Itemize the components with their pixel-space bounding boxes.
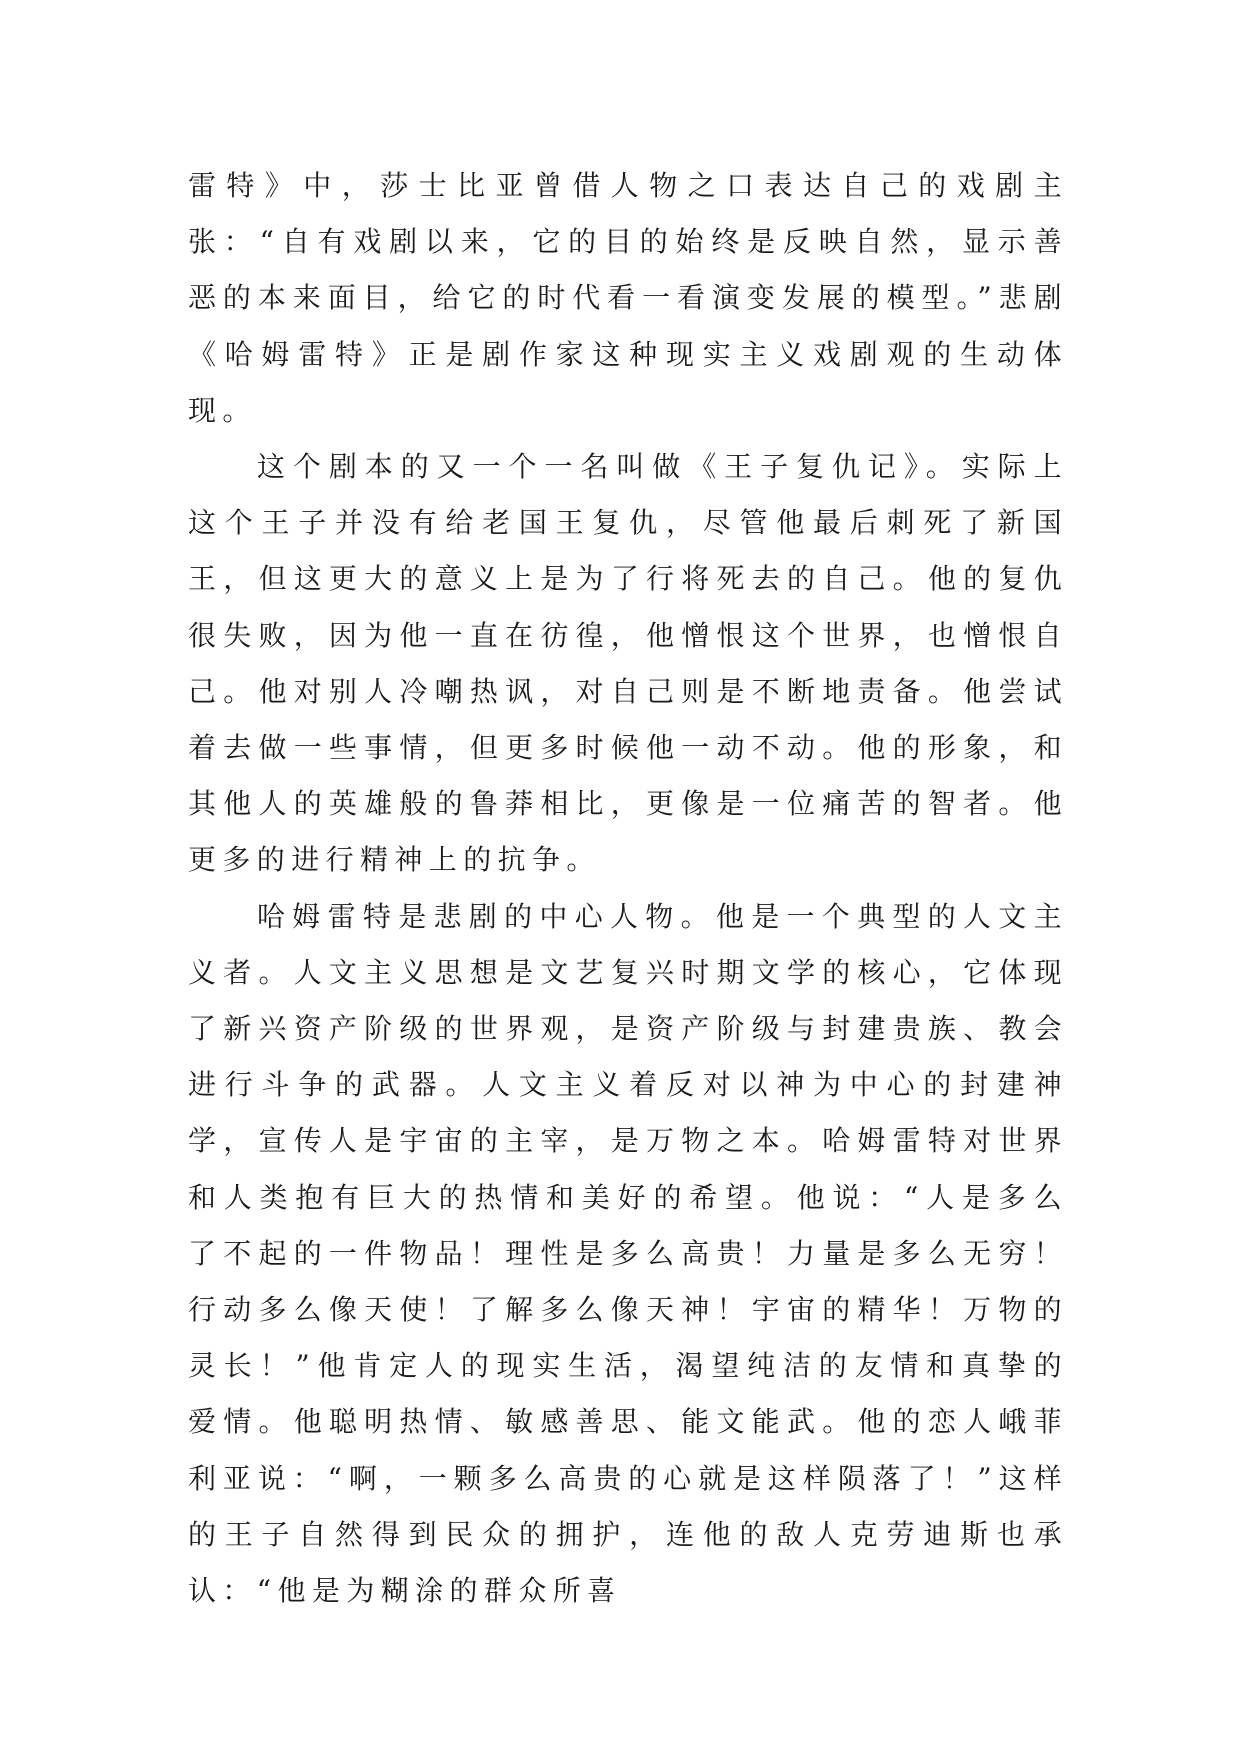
paragraph-1: 雷特》中，莎士比亚曾借人物之口表达自己的戏剧主张：“自有戏剧以来，它的目的始终是反映自然，显示善恶的本来面目，给它的时代看一看演变发展的模型。”悲剧《哈姆雷特》正是剧作家这种现实主义戏剧观的生动体现。 [188, 169, 1068, 427]
document-body [188, 158, 1068, 1619]
paragraph-3: 哈姆雷特是悲剧的中心人物。他是一个典型的人文主义者。人文主义思想是文艺复兴时期文学的核心，它体现了新兴资产阶级的世界观，是资产阶级与封建贵族、教会进行斗争的武器。人文主义着反对以神为中心的封建神学，宣传人是宇宙的主宰，是万物之本。哈姆雷特对世界和人类抱有巨大的热情和美好的希望。他说：“人是多么了不起的一件物品！理性是多么高贵！力量是多么无穷！行动多么像天使！了解多么像天神！宇宙的精华！万物的灵长！”他肯定人的现实生活，渴望纯洁的友情和真挚的爱情。他聪明热情、敏感善思、能文能武。他的恋人峨菲利亚说：“啊，一颗多么高贵的心就是这样陨落了！”这样的王子自然得到民众的拥护，连他的敌人克劳迪斯也承认：“他是为糊涂的群众所喜 [188, 899, 1068, 1608]
paragraph-2: 这个剧本的又一个一名叫做《王子复仇记》。实际上这个王子并没有给老国王复仇，尽管他最后刺死了新国王，但这更大的意义上是为了行将死去的自己。他的复仇很失败，因为他一直在彷徨，他憎恨这个世界，也憎恨自己。他对别人冷嘲热讽，对自己则是不断地责备。他尝试着去做一些事情，但更多时候他一动不动。他的形象，和其他人的英雄般的鲁莽相比，更像是一位痛苦的智者。他更多的进行精神上的抗争。 [188, 450, 1068, 877]
